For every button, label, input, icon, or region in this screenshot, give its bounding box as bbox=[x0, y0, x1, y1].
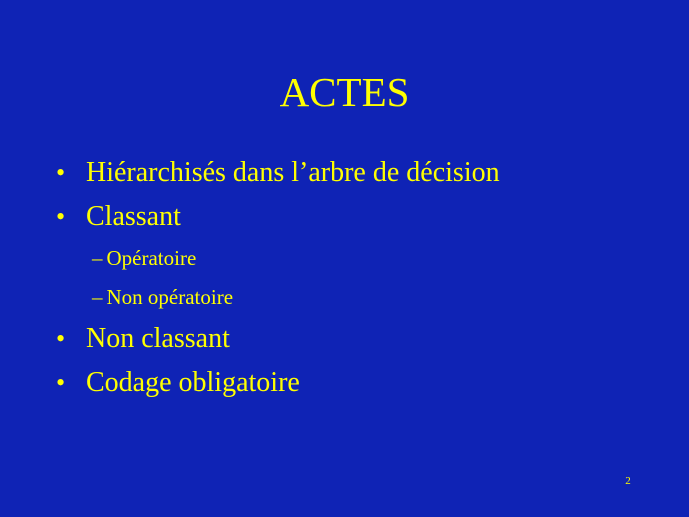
sub-bullet-item bbox=[56, 239, 500, 278]
sub-bullet-item bbox=[56, 278, 500, 317]
bullet-item bbox=[56, 151, 500, 195]
dash-icon: – bbox=[92, 285, 103, 309]
bullet-text: Hiérarchisés dans l’arbre de décision bbox=[86, 157, 500, 188]
bullet-dot-icon: • bbox=[56, 158, 66, 187]
bullet-dot-icon: • bbox=[56, 202, 66, 231]
sub-bullet-text: Non opératoire bbox=[106, 285, 234, 309]
bullet-item bbox=[56, 317, 500, 361]
bullet-dot-icon: • bbox=[56, 368, 66, 397]
page-number: 2 bbox=[625, 475, 631, 487]
slide-title: ACTES bbox=[279, 69, 410, 115]
bullet-text: Codage obligatoire bbox=[86, 367, 300, 398]
bullet-text: Classant bbox=[86, 201, 181, 232]
bullet-item bbox=[56, 195, 500, 239]
bullet-dot-icon: • bbox=[56, 324, 66, 353]
sub-bullet-text: Opératoire bbox=[106, 246, 197, 270]
bullet-list bbox=[56, 151, 500, 405]
bullet-text: Non classant bbox=[86, 323, 230, 354]
bullet-item bbox=[56, 361, 500, 405]
dash-icon: – bbox=[92, 246, 103, 270]
